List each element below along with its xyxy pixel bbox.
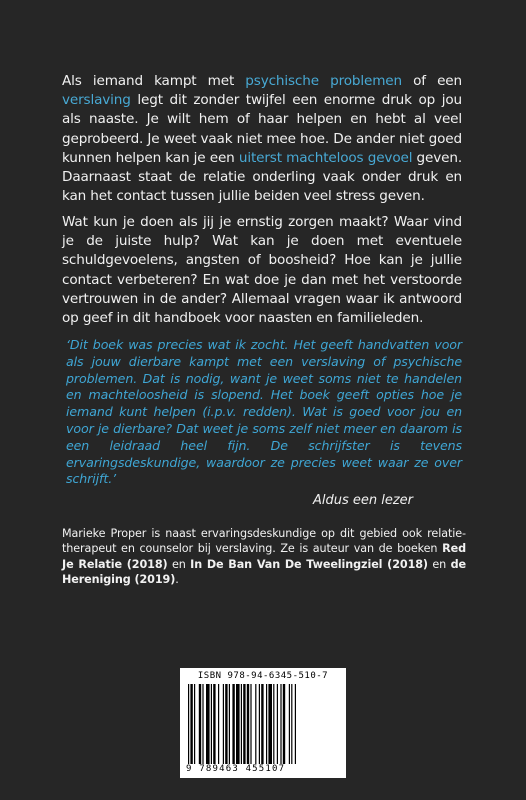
barcode-digits: 9 789463 455107 (186, 764, 342, 774)
questions-paragraph: Wat kun je doen als jij je ernstig zorgen maakt? Waar vind je de juiste hulp? Wat kan je doen met eventuele schuldgevoelens, angsten of boosheid? Hoe kan je jullie contact verbeteren? En wat doe je dan met het verstoorde vertrouwen in de ander? Allemaal vragen waar ik antwoord op geef in dit handboek voor naasten en familieleden. (62, 214, 462, 327)
barcode-bars (188, 684, 338, 766)
barcode-bar (259, 684, 260, 766)
barcode-bar (261, 684, 263, 766)
highlight-verslaving: verslaving (62, 92, 131, 109)
barcode-bar (266, 684, 267, 766)
quote-attribution: Aldus een lezer (312, 493, 413, 508)
bio-text-4: . (175, 572, 179, 586)
barcode-bar (188, 684, 189, 766)
barcode-bar (206, 684, 210, 766)
bio-text-2: en (167, 557, 191, 571)
intro-text-4: geven. Daarnaast staat de relatie onderling vaak onder druk en kan het contact tussen jullie beiden veel stress geven. (62, 149, 462, 205)
barcode-bar (289, 684, 290, 766)
barcode-bar (268, 684, 272, 766)
isbn-label: ISBN 978-94-6345-510-7 (197, 671, 329, 681)
barcode-bar (223, 684, 224, 766)
intro-text-1: Als iemand kampt met (62, 73, 246, 89)
isbn-barcode (180, 668, 346, 778)
barcode-bar (213, 684, 215, 766)
highlight-machteloos-gevoel: uiterst machteloos gevoel (238, 149, 413, 166)
barcode-bar (255, 684, 256, 766)
barcode-bar (199, 684, 201, 766)
barcode-bar (236, 684, 240, 766)
barcode-bar (211, 684, 212, 766)
barcode-bar (250, 684, 251, 766)
barcode-bar (194, 684, 195, 766)
barcode-bar (190, 684, 192, 766)
barcode-bar (232, 684, 234, 766)
barcode-bar (295, 684, 296, 766)
bio-text-3: en (427, 557, 451, 571)
barcode-bar (273, 684, 274, 766)
intro-text-2: of een (401, 73, 462, 89)
intro-paragraph (62, 72, 462, 206)
reader-quote: ‘Dit boek was precies wat ik zocht. Het geeft handvatten voor als jouw dierbare kampt met een verslaving of psychische problemen. Dat is nodig, want je weet soms niet te handelen en machteloosheid is slopend. Het boek geeft opties hoe je iemand kunt helpen (i.p.v. redden). Wat is goed voor jou en voor je dierbare? Dat weet je soms zelf niet meer en daarom is een leidraad heel fijn. De schrijfster is tevens ervaringsdeskundige, waardoor ze precies weet waar ze over schrijft.’ (66, 337, 462, 487)
barcode-bar (291, 684, 292, 766)
barcode-bar (247, 684, 249, 766)
barcode-bar (241, 684, 242, 766)
barcode-bar (277, 684, 278, 766)
author-bio (62, 526, 466, 587)
book-title-hereniging: de Hereniging (2019) (62, 557, 466, 586)
barcode-bar (283, 684, 285, 766)
barcode-bar (243, 684, 245, 766)
barcode-bar (225, 684, 227, 766)
bio-text-1: Marieke Proper is naast ervaringsdeskundige op dit gebied ook relatie-therapeut en counselor bij verslaving. Ze is auteur van de boeken (62, 527, 466, 556)
book-title-tweelingziel: In De Ban Van De Tweelingziel (2018) (190, 557, 428, 571)
barcode-bar (229, 684, 230, 766)
book-title-red-je-relatie: Red Je Relatie (2018) (62, 542, 466, 571)
barcode-bar (280, 684, 281, 766)
barcode-bar (218, 684, 219, 766)
highlight-psychische-problemen: psychische problemen (245, 73, 402, 89)
barcode-bar (202, 684, 203, 766)
intro-text-3: legt dit zonder twijfel een enorme druk op jou als naaste. Je wilt hem of haar helpen en hebt al veel geprobeerd. Je weet vaak niet mee hoe. De ander niet goed kunnen helpen kan je een (62, 92, 462, 166)
